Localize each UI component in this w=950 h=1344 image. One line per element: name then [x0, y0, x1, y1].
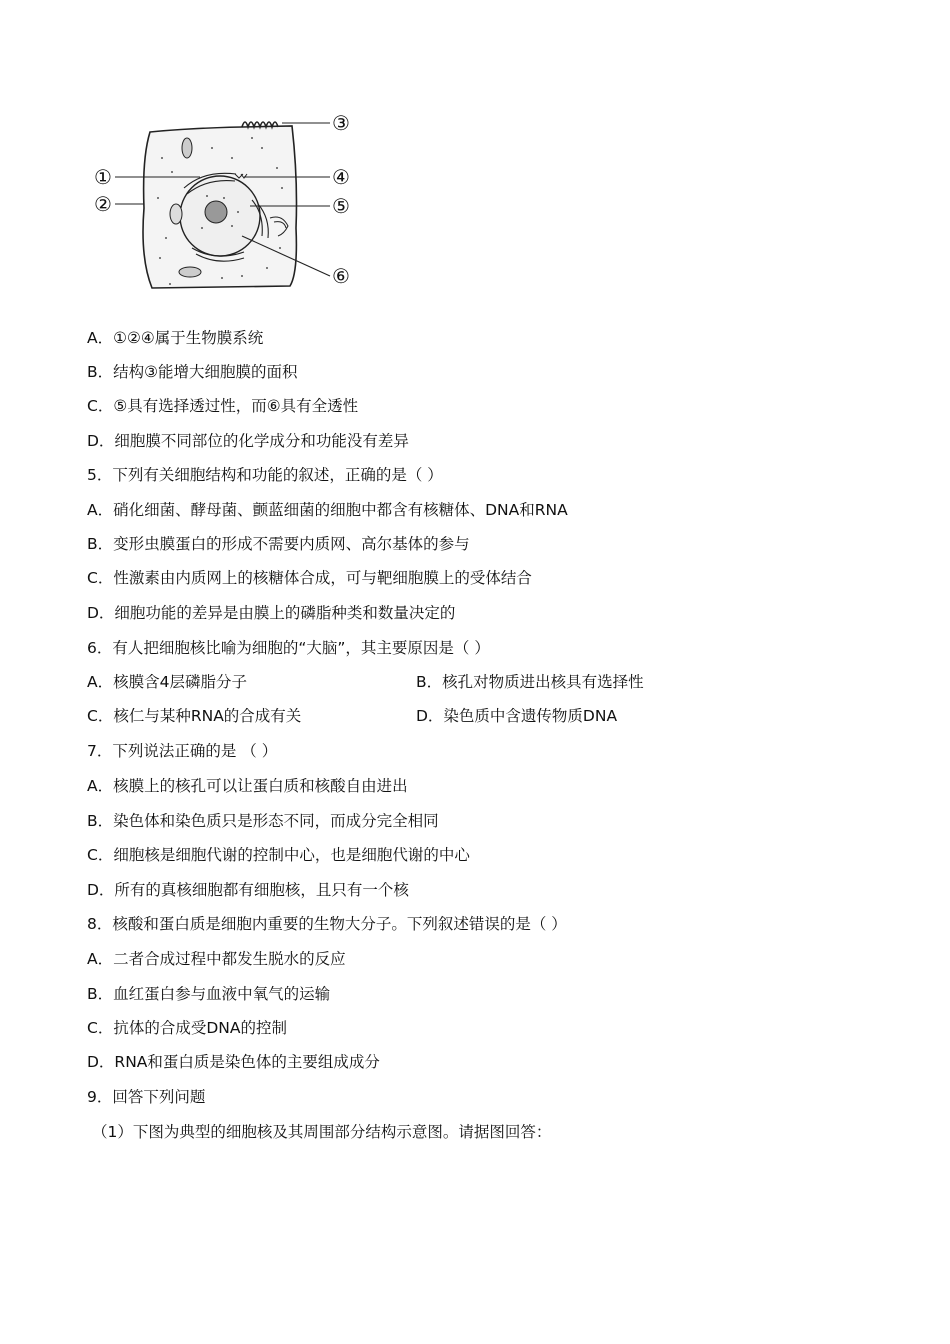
- q4-option-c: C．⑤具有选择透过性，而⑥具有全透性: [87, 397, 359, 415]
- label-1: ①: [94, 165, 112, 189]
- q5-option-c: C．性激素由内质网上的核糖体合成，可与靶细胞膜上的受体结合: [87, 569, 532, 587]
- q9-stem: 9．回答下列问题: [87, 1088, 206, 1106]
- q6-option-b: B．核孔对物质进出核具有选择性: [416, 673, 644, 691]
- q6-stem: 6．有人把细胞核比喻为细胞的“大脑”，其主要原因是（ ）: [87, 639, 490, 657]
- q6-option-a: A．核膜含4层磷脂分子: [87, 673, 247, 691]
- label-3: ③: [332, 111, 350, 135]
- q7-stem: 7．下列说法正确的是 （ ）: [87, 742, 278, 760]
- q8-option-a: A．二者合成过程中都发生脱水的反应: [87, 950, 346, 968]
- q4-option-b: B．结构③能增大细胞膜的面积: [87, 363, 298, 381]
- q6-option-d: D．染色质中含遗传物质DNA: [416, 707, 618, 725]
- q4-option-a: A．①②④属于生物膜系统: [87, 329, 264, 347]
- q5-stem: 5．下列有关细胞结构和功能的叙述，正确的是（ ）: [87, 466, 443, 484]
- label-5: ⑤: [332, 194, 350, 218]
- q7-option-a: A．核膜上的核孔可以让蛋白质和核酸自由进出: [87, 777, 408, 795]
- q5-option-d: D．细胞功能的差异是由膜上的磷脂种类和数量决定的: [87, 604, 456, 622]
- q8-option-c: C．抗体的合成受DNA的控制: [87, 1019, 287, 1037]
- q8-stem: 8．核酸和蛋白质是细胞内重要的生物大分子。下列叙述错误的是（ ）: [87, 915, 567, 933]
- cell-diagram: [92, 108, 382, 298]
- label-2: ②: [94, 192, 112, 216]
- q9-sub1: （1）下图为典型的细胞核及其周围部分结构示意图。请据图回答：: [92, 1123, 552, 1141]
- label-4: ④: [332, 165, 350, 189]
- q5-option-a: A．硝化细菌、酵母菌、颤蓝细菌的细胞中都含有核糖体、DNA和RNA: [87, 501, 568, 519]
- q4-option-d: D．细胞膜不同部位的化学成分和功能没有差异: [87, 432, 409, 450]
- q6-option-c: C．核仁与某种RNA的合成有关: [87, 707, 302, 725]
- q7-option-b: B．染色体和染色质只是形态不同，而成分完全相同: [87, 812, 439, 830]
- q7-option-c: C．细胞核是细胞代谢的控制中心，也是细胞代谢的中心: [87, 846, 470, 864]
- q8-option-b: B．血红蛋白参与血液中氧气的运输: [87, 985, 331, 1003]
- q5-option-b: B．变形虫膜蛋白的形成不需要内质网、高尔基体的参与: [87, 535, 470, 553]
- q8-option-d: D．RNA和蛋白质是染色体的主要组成成分: [87, 1053, 380, 1071]
- q7-option-d: D．所有的真核细胞都有细胞核，且只有一个核: [87, 881, 409, 899]
- label-6: ⑥: [332, 264, 350, 288]
